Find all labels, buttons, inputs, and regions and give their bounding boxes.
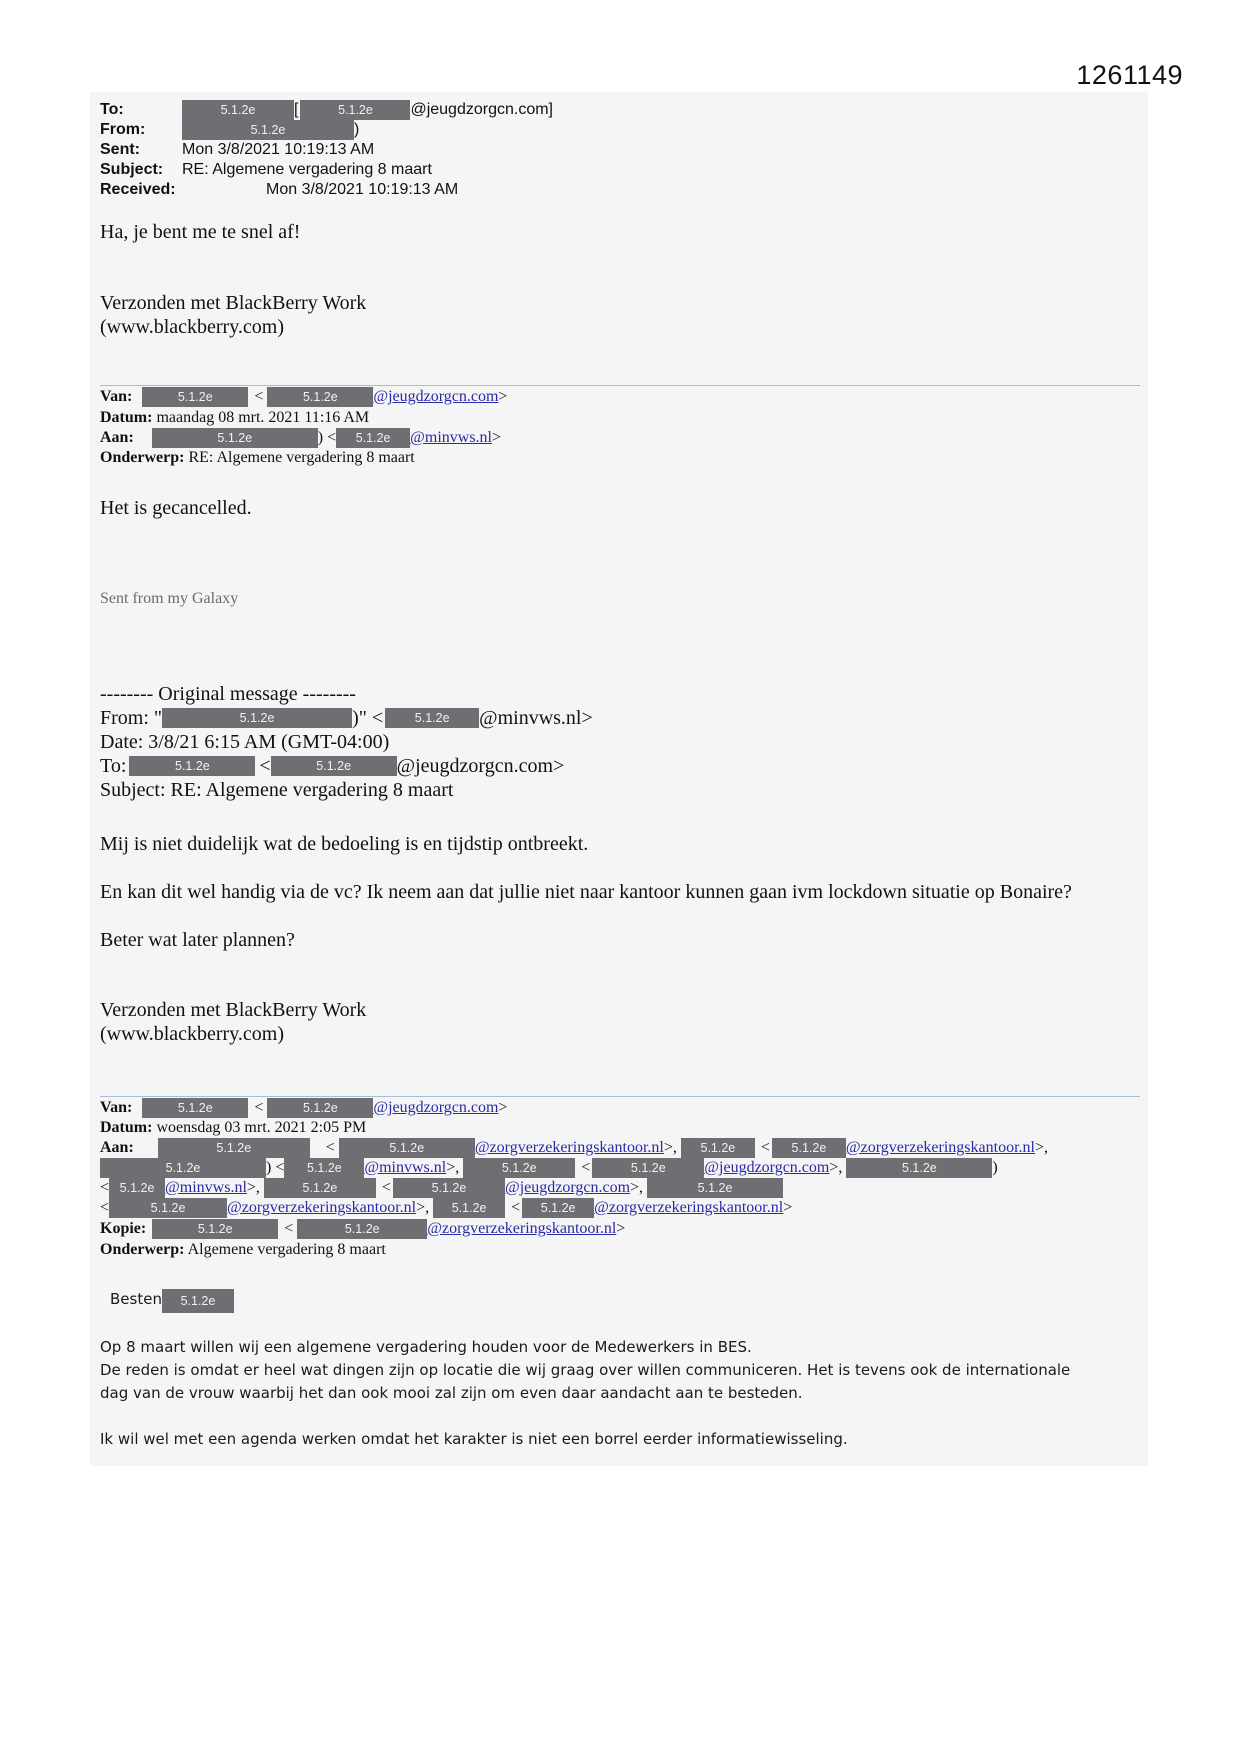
redaction: 5.1.2e [385, 708, 479, 728]
original-message-divider: -------- Original message -------- [100, 683, 356, 705]
subject-value: RE: Algemene vergadering 8 maart [182, 161, 432, 178]
onderwerp-value: RE: Algemene vergadering 8 maart [188, 449, 415, 466]
redaction: 5.1.2e [142, 387, 248, 407]
redaction: 5.1.2e [522, 1198, 594, 1218]
email-link[interactable]: @jeugdzorgcn.com [373, 388, 499, 405]
redaction: 5.1.2e [109, 1178, 165, 1198]
redaction: 5.1.2e [267, 387, 373, 407]
redaction: 5.1.2e [152, 428, 318, 448]
redaction: 5.1.2e [681, 1138, 755, 1158]
separator-line [100, 385, 1140, 386]
message-3-paragraph-2: En kan dit wel handig via de vc? Ik neem aan dat jullie niet naar kantoor kunnen gaan ivm lockdown situatie op Bonaire? [100, 881, 1072, 903]
sent-from-signature: Sent from my Galaxy [100, 590, 239, 607]
message-3-paragraph-1: Mij is niet duidelijk wat de bedoeling is en tijdstip ontbreekt. [100, 833, 589, 855]
email-link[interactable]: @minvws.nl [410, 429, 492, 446]
header2-aan: Aan: 5.1.2e ) < 5.1.2e @minvws.nl> [100, 429, 502, 446]
van-label: Van: [100, 1099, 133, 1116]
datum-label: Datum: [100, 409, 153, 426]
message-1-text: Ha, je bent me te snel af! [100, 221, 301, 243]
redaction: 5.1.2e [393, 1178, 505, 1198]
original-subject: Subject: RE: Algemene vergadering 8 maart [100, 779, 454, 801]
redaction: 5.1.2e [297, 1219, 427, 1239]
header3-aan-line-3: < 5.1.2e @minvws.nl>, 5.1.2e < 5.1.2e @jeugdzorgcn.com>, 5.1.2e [100, 1178, 783, 1198]
message-3-paragraph-3: Beter wat later plannen? [100, 929, 295, 951]
redaction: 5.1.2e [336, 428, 410, 448]
email-link[interactable]: @zorgverzekeringskantoor.nl [845, 1139, 1035, 1156]
separator-line [100, 1096, 1140, 1097]
redaction: 5.1.2e [162, 708, 352, 728]
signature-line-2: (www.blackberry.com) [100, 1023, 284, 1045]
van-label: Van: [100, 388, 133, 405]
message-4-paragraph-3: Ik wil wel met een agenda werken omdat het karakter is niet een borrel eerder informatiewisseling. [100, 1430, 848, 1448]
document-id: 1261149 [1076, 60, 1183, 90]
redaction: 5.1.2e [158, 1138, 310, 1158]
email-link[interactable]: @jeugdzorgcn.com [504, 1179, 631, 1196]
aan-label: Aan: [100, 429, 134, 446]
email-link[interactable]: @zorgverzekeringskantoor.nl [594, 1199, 784, 1216]
redaction: 5.1.2e [129, 756, 255, 776]
email-link[interactable]: @jeugdzorgcn.com [373, 1099, 499, 1116]
message-4-paragraph-2a: De reden is omdat er heel wat dingen zijn op locatie die wij graag over willen communiceren. Het is tevens ook de internationale [100, 1361, 1071, 1379]
header1-from: From: 5.1.2e ) [100, 121, 360, 138]
subject-label: Subject: [100, 161, 164, 178]
email-link[interactable]: @minvws.nl [165, 1179, 247, 1196]
header3-aan-line-4: < 5.1.2e @zorgverzekeringskantoor.nl>, 5.1.2e < 5.1.2e @zorgverzekeringskantoor.nl> [100, 1199, 793, 1216]
header1-to: To: 5.1.2e [ 5.1.2e @jeugdzorgcn.com] [100, 101, 553, 118]
onderwerp-label: Onderwerp: [100, 449, 185, 466]
email-link[interactable]: @zorgverzekeringskantoor.nl [427, 1220, 617, 1237]
received-label: Received: [100, 181, 176, 198]
to-domain: @jeugdzorgcn.com] [410, 101, 553, 118]
header2-van: Van: 5.1.2e < 5.1.2e @jeugdzorgcn.com> [100, 388, 508, 405]
redaction: 5.1.2e [267, 1098, 373, 1118]
to-label: To: [100, 101, 124, 118]
message-4-paragraph-1: Op 8 maart willen wij een algemene vergadering houden voor de Medewerkers in BES. [100, 1338, 752, 1356]
redaction: 5.1.2e [152, 1219, 278, 1239]
redaction: 5.1.2e [339, 1138, 475, 1158]
redaction: 5.1.2e [162, 1289, 234, 1313]
redaction: 5.1.2e [182, 120, 354, 140]
sent-value: Mon 3/8/2021 10:19:13 AM [182, 141, 375, 158]
redaction: 5.1.2e [300, 100, 410, 120]
redaction: 5.1.2e [142, 1098, 248, 1118]
header1-received [100, 180, 458, 200]
email-link[interactable]: @zorgverzekeringskantoor.nl [474, 1139, 664, 1156]
from-label: From: [100, 121, 146, 138]
signature-line-1: Verzonden met BlackBerry Work [100, 292, 367, 314]
datum-value: woensdag 03 mrt. 2021 2:05 PM [156, 1119, 367, 1136]
redaction: 5.1.2e [592, 1158, 704, 1178]
redaction: 5.1.2e [109, 1198, 227, 1218]
aan-label: Aan: [100, 1139, 134, 1156]
header2-onderwerp [100, 448, 415, 468]
datum-value: maandag 08 mrt. 2021 11:16 AM [156, 409, 370, 426]
header3-aan-line-1: Aan: 5.1.2e < 5.1.2e @zorgverzekeringskantoor.nl>, 5.1.2e < 5.1.2e @zorgverzekeringskantoor.nl>, [100, 1139, 1048, 1156]
redaction: 5.1.2e [284, 1158, 364, 1178]
original-to: To: 5.1.2e < 5.1.2e @jeugdzorgcn.com> [100, 755, 565, 777]
greeting: Besten 5.1.2e [110, 1288, 234, 1313]
original-date: Date: 3/8/21 6:15 AM (GMT-04:00) [100, 731, 390, 753]
message-4-paragraph-2b: dag van de vrouw waarbij het dan ook mooi zal zijn om even daar aandacht aan te besteden. [100, 1384, 803, 1402]
signature-line-1: Verzonden met BlackBerry Work [100, 999, 367, 1021]
redaction: 5.1.2e [182, 100, 294, 120]
header1-subject [100, 160, 432, 180]
redaction: 5.1.2e [264, 1178, 376, 1198]
message-2-text: Het is gecancelled. [100, 497, 252, 519]
original-from: From: " 5.1.2e )" < 5.1.2e @minvws.nl> [100, 707, 593, 729]
redaction: 5.1.2e [433, 1198, 505, 1218]
sent-label: Sent: [100, 141, 140, 158]
email-link[interactable]: @minvws.nl [364, 1159, 447, 1176]
redaction: 5.1.2e [100, 1158, 266, 1178]
redaction: 5.1.2e [772, 1138, 846, 1158]
header2-datum [100, 408, 369, 428]
email-link[interactable]: @zorgverzekeringskantoor.nl [227, 1199, 417, 1216]
header1-sent [100, 140, 374, 160]
email-link[interactable]: @jeugdzorgcn.com [704, 1159, 830, 1176]
header3-van: Van: 5.1.2e < 5.1.2e @jeugdzorgcn.com> [100, 1099, 508, 1116]
datum-label: Datum: [100, 1119, 153, 1136]
signature-line-2: (www.blackberry.com) [100, 316, 284, 338]
header3-onderwerp [100, 1240, 386, 1260]
redaction: 5.1.2e [463, 1158, 575, 1178]
redaction: 5.1.2e [846, 1158, 992, 1178]
redaction: 5.1.2e [271, 756, 397, 776]
onderwerp-label: Onderwerp: [100, 1241, 185, 1258]
redaction: 5.1.2e [647, 1178, 783, 1198]
received-value: Mon 3/8/2021 10:19:13 AM [266, 181, 459, 198]
header3-datum [100, 1118, 366, 1138]
kopie-label: Kopie: [100, 1220, 147, 1237]
header3-kopie: Kopie: 5.1.2e < 5.1.2e @zorgverzekeringskantoor.nl> [100, 1220, 626, 1237]
onderwerp-value: Algemene vergadering 8 maart [187, 1241, 386, 1258]
header3-aan-line-2: 5.1.2e ) < 5.1.2e @minvws.nl>, 5.1.2e < 5.1.2e @jeugdzorgcn.com>, 5.1.2e ) [100, 1158, 998, 1178]
